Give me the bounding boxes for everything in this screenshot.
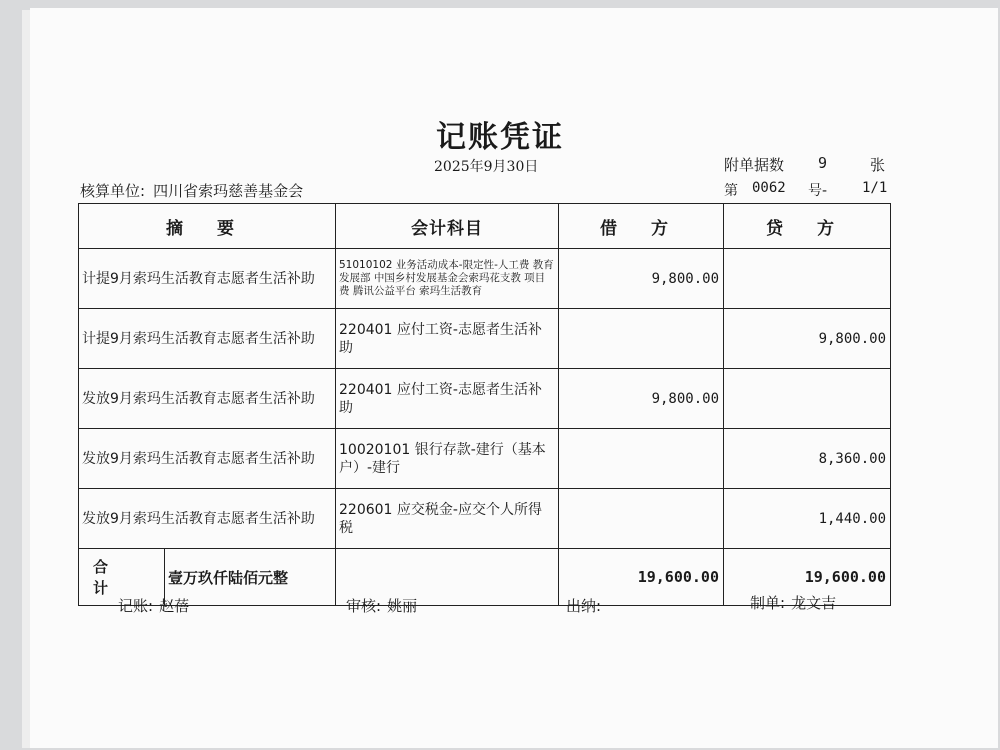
row-account: 220401 应付工资-志愿者生活补助 (336, 369, 559, 429)
preparer-name: 龙文吉 (791, 594, 837, 612)
attachments-label: 附单据数 (724, 156, 785, 174)
voucher-number-prefix: 第 (724, 183, 738, 199)
reviewer-name: 姚丽 (387, 597, 418, 615)
row-debit (559, 309, 724, 369)
cashier-label: 出纳: (566, 597, 602, 615)
bookkeeper-label: 记账: (118, 597, 154, 615)
table-row (79, 489, 891, 549)
row-account: 220401 应付工资-志愿者生活补助 (336, 309, 559, 369)
row-account: 10020101 银行存款-建行（基本户）-建行 (336, 429, 559, 489)
voucher-table (78, 203, 891, 606)
reviewer-sign (346, 595, 417, 616)
voucher-title: 记账凭证 (436, 120, 564, 155)
total-debit: 19,600.00 (559, 549, 724, 606)
cashier-sign (566, 595, 607, 616)
header-credit: 贷 方 (724, 204, 891, 249)
attachments-unit: 张 (870, 156, 886, 174)
row-credit: 8,360.00 (724, 429, 891, 489)
total-label: 合 计 (79, 549, 165, 605)
row-debit: 9,800.00 (559, 249, 724, 309)
table-row (79, 369, 891, 429)
row-account: 51010102 业务活动成本-限定性-人工费 教育发展部 中国乡村发展基金会索玛花支教 项目费 腾讯公益平台 索玛生活教育 (336, 249, 559, 309)
total-amount-words: 壹万玖仟陆佰元整 (168, 568, 289, 587)
header-account: 会计科目 (336, 204, 559, 249)
header-summary: 摘 要 (79, 204, 336, 249)
voucher-number-value: 0062 (752, 180, 786, 196)
bookkeeper-sign (118, 595, 189, 616)
attachments-value: 9 (818, 154, 828, 172)
accounting-unit-name: 四川省索玛慈善基金会 (153, 182, 304, 200)
total-credit: 19,600.00 (724, 549, 891, 606)
table-row (79, 429, 891, 489)
row-summary: 计提9月索玛生活教育志愿者生活补助 (79, 249, 336, 309)
attachments-count (724, 154, 886, 175)
voucher-date: 2025年9月30日 (434, 159, 539, 175)
row-summary: 发放9月索玛生活教育志愿者生活补助 (79, 369, 336, 429)
preparer-sign (750, 592, 836, 613)
row-summary: 计提9月索玛生活教育志愿者生活补助 (79, 309, 336, 369)
row-debit (559, 489, 724, 549)
row-credit (724, 249, 891, 309)
row-summary: 发放9月索玛生活教育志愿者生活补助 (79, 489, 336, 549)
bookkeeper-name: 赵蓓 (159, 597, 190, 615)
row-credit: 9,800.00 (724, 309, 891, 369)
table-row (79, 309, 891, 369)
voucher-page: 1/1 (862, 180, 888, 196)
row-credit: 1,440.00 (724, 489, 891, 549)
reviewer-label: 审核: (346, 597, 382, 615)
table-row (79, 249, 891, 309)
header-debit: 借 方 (559, 204, 724, 249)
table-header-row (79, 204, 891, 249)
accounting-unit-label: 核算单位: (80, 182, 146, 200)
preparer-label: 制单: (750, 594, 786, 612)
row-debit: 9,800.00 (559, 369, 724, 429)
row-debit (559, 429, 724, 489)
row-credit (724, 369, 891, 429)
row-summary: 发放9月索玛生活教育志愿者生活补助 (79, 429, 336, 489)
voucher-number-suffix: 号- (808, 183, 828, 199)
accounting-unit (80, 180, 303, 201)
row-account: 220601 应交税金-应交个人所得税 (336, 489, 559, 549)
